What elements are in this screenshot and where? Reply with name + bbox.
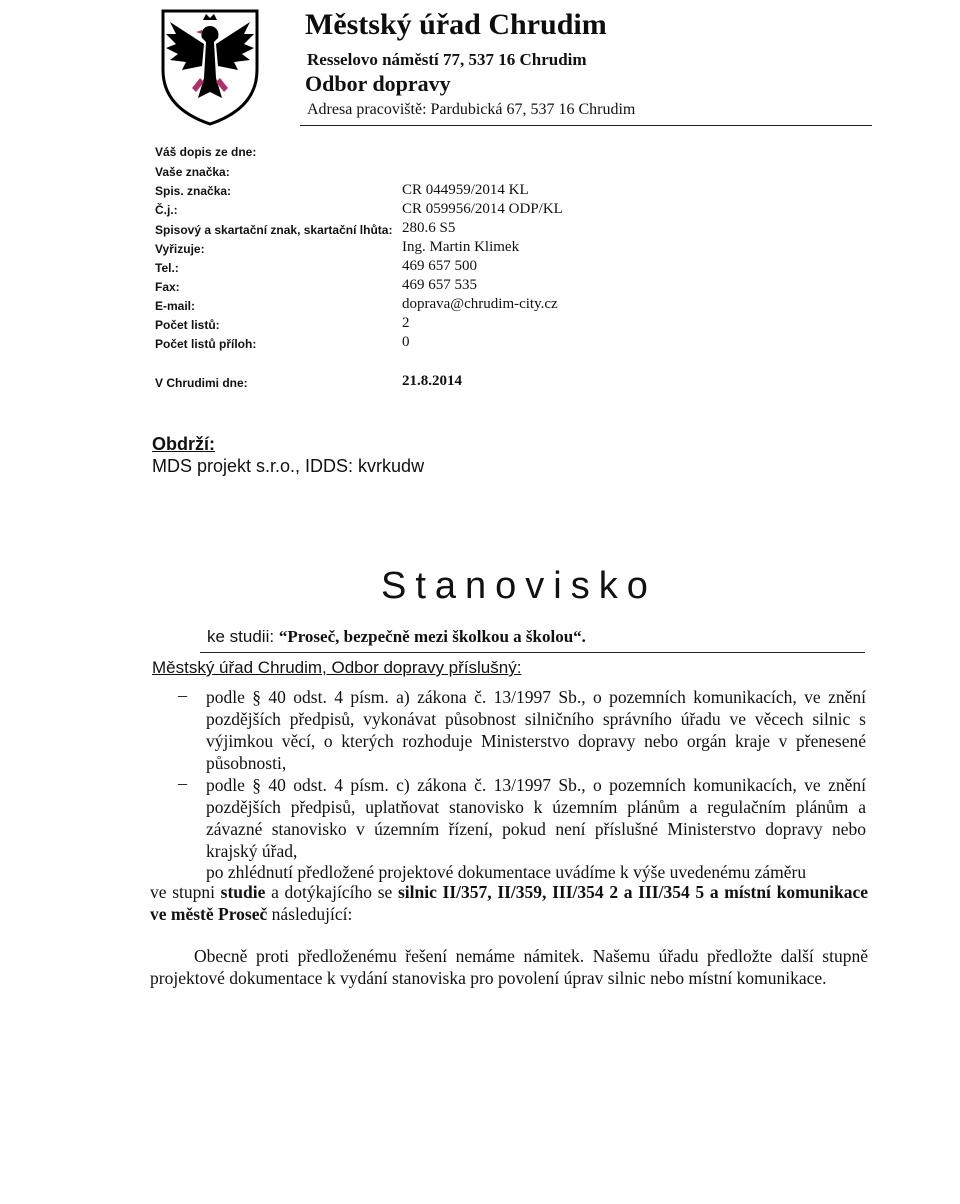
meta-value: 469 657 500 [402, 258, 477, 274]
bullet-marker: – [178, 685, 187, 705]
meta-label: E-mail: [155, 299, 196, 313]
meta-label: Počet listů příloh: [155, 337, 257, 351]
subtitle-divider [200, 652, 865, 653]
meta-value: 2 [402, 315, 410, 331]
bullet-paragraph: podle § 40 odst. 4 písm. a) zákona č. 13/1997 Sb., o pozemních komunikacích, ve znění pozdějších předpisů, vykonávat působnost silničního správního úřadu ve věcech silnic s výjimkou věcí, o kterých rozhoduje Ministerstvo dopravy nebo orgán kraje v přenesené působnosti, [206, 687, 866, 773]
meta-label: Vaše značka: [155, 165, 230, 179]
bullet-marker: – [178, 773, 187, 793]
meta-label: Č.j.: [155, 203, 178, 217]
meta-label: Váš dopis ze dne: [155, 145, 257, 159]
meta-label: Počet listů: [155, 318, 220, 332]
header-divider [300, 125, 872, 126]
meta-label: Fax: [155, 280, 180, 294]
workplace-address: Adresa pracoviště: Pardubická 67, 537 16 Chrudim [307, 101, 636, 118]
office-address: Resselovo náměstí 77, 537 16 Chrudim [307, 50, 587, 69]
meta-label: Vyřizuje: [155, 242, 205, 256]
document-title: Stanovisko [381, 565, 657, 607]
section-heading: Městský úřad Chrudim, Odbor dopravy příslušný: [152, 658, 522, 677]
stage-text: a dotýkajícího se [265, 882, 398, 902]
coat-of-arms-icon [160, 8, 260, 126]
document-subtitle [207, 627, 586, 647]
meta-value: CR 059956/2014 ODP/KL [402, 201, 563, 217]
subtitle-bold: “Proseč, bezpečně mezi školkou a školou“. [278, 627, 586, 646]
meta-label: Spisový a skartační znak, skartační lhůta: [155, 223, 393, 237]
department-name: Odbor dopravy [305, 71, 451, 96]
recipient-text: MDS projekt s.r.o., IDDS: kvrkudw [152, 456, 425, 476]
intro-line: po zhlédnutí předložené projektové dokumentace uvádíme k výše uvedenému záměru [206, 862, 807, 882]
stage-text: následující: [267, 904, 353, 924]
subtitle-prefix: ke studii: [207, 627, 279, 646]
meta-value: Ing. Martin Klimek [402, 239, 520, 255]
stage-paragraph [150, 881, 868, 925]
meta-label: Spis. značka: [155, 184, 232, 198]
meta-value: doprava@chrudim-city.cz [402, 296, 558, 312]
recipient-title: Obdrží: [152, 434, 215, 454]
stage-bold: silnic II/357, II/359, III/354 2 a III/354 5 a místní komunikace ve městě Proseč [150, 882, 869, 924]
stage-bold: studie [220, 882, 266, 902]
stage-text: ve stupni [150, 882, 221, 902]
bullet-paragraph: podle § 40 odst. 4 písm. c) zákona č. 13/1997 Sb., o pozemních komunikacích, ve znění pozdějších předpisů, uplatňovat stanovisko k územním plánům a regulačním plánům a závazné stanovisko v územním řízení, pokud není příslušné Ministerstvo dopravy nebo krajský úřad, [206, 775, 866, 861]
meta-value: 0 [402, 334, 410, 350]
meta-label: Tel.: [155, 261, 179, 275]
date-value: 21.8.2014 [402, 373, 462, 389]
office-title: Městský úřad Chrudim [305, 8, 607, 41]
conclusion-paragraph: Obecně proti předloženému řešení nemáme námitek. Našemu úřadu předložte další stupně projektové dokumentace k vydání stanoviska pro povolení úprav silnic nebo místní komunikace. [150, 946, 868, 988]
meta-value: 469 657 535 [402, 277, 477, 293]
meta-value: CR 044959/2014 KL [402, 182, 529, 198]
meta-value: 280.6 S5 [402, 220, 456, 236]
date-label: V Chrudimi dne: [155, 376, 248, 390]
